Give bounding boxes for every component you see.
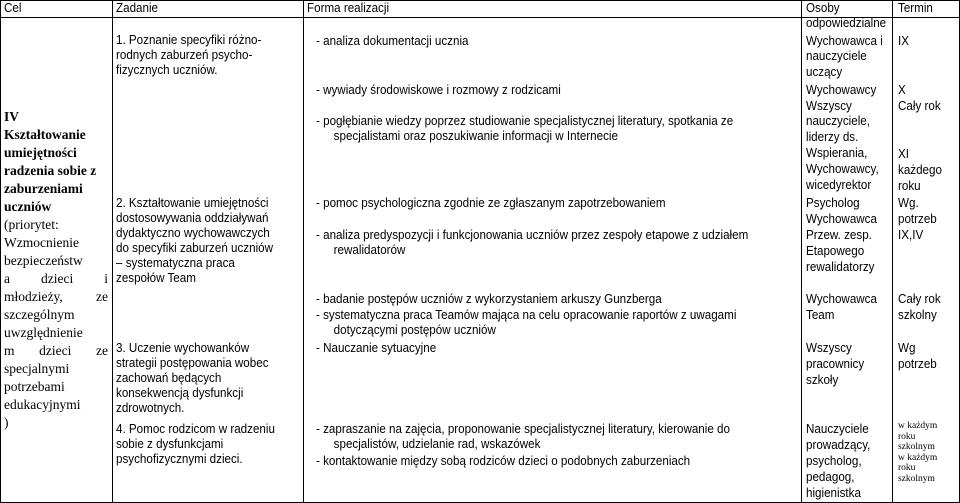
person-line: Wszyscy: [806, 99, 852, 113]
task-2-line: zespołów Team: [116, 271, 196, 285]
person-line: psycholog,: [806, 454, 862, 468]
task-1-line: 1. Poznanie specyfiki różno-: [116, 33, 262, 47]
table-border-col3: [801, 0, 802, 503]
form-item-line: specjalistami oraz poszukiwanie informacji w Internecie: [333, 129, 618, 143]
term-line: IX,IV: [898, 228, 924, 242]
table-border-col1: [112, 0, 113, 503]
goal-line: ): [4, 415, 9, 430]
person-line: higienistka: [806, 486, 861, 500]
term-line: roku: [898, 179, 921, 193]
form-item: - badanie postępów uczniów z wykorzystaniem arkuszy Gunzberga: [316, 292, 662, 306]
term-line: Cały rok: [898, 292, 941, 306]
task-3-line: strategii postępowania wobec: [116, 356, 269, 370]
goal-line: specjalnymi: [4, 361, 70, 376]
goal-line: a dzieci i: [4, 271, 108, 286]
person-line: Wszyscy: [806, 341, 852, 355]
person-line: nauczyciele,: [806, 114, 870, 128]
goal-line: uwzględnienie: [4, 325, 83, 340]
term-line: potrzeb: [898, 212, 937, 226]
goal-line: młodzieży, ze: [4, 289, 108, 304]
term-line: szkolny: [898, 308, 937, 322]
header-osoby-line: Osoby: [806, 1, 840, 15]
form-item-line: specjalistów, udzielanie rad, wskazówek: [333, 437, 541, 451]
term-cell: X: [898, 83, 906, 97]
term-line: Wg.: [898, 196, 919, 210]
person-line: Nauczyciele: [806, 422, 869, 436]
header-osoby-line: odpowiedzialne: [806, 16, 887, 30]
term-line: szkolnym: [898, 473, 935, 484]
goal-line: bezpieczeństw: [4, 253, 83, 268]
goal-line: umiejętności: [4, 145, 77, 160]
goal-line: uczniów: [4, 199, 52, 214]
person-line: prowadzący,: [806, 438, 871, 452]
term-line: roku: [898, 431, 916, 442]
term-line: w każdym: [898, 421, 938, 431]
goal-line: Kształtowanie: [4, 127, 86, 142]
person-line: Wspierania,: [806, 146, 868, 160]
goal-line: m dzieci ze: [4, 343, 108, 358]
goal-line: zaburzeniami: [4, 181, 83, 196]
term-line: potrzeb: [898, 357, 937, 371]
form-item: - analiza dokumentacji ucznia: [316, 34, 469, 48]
term-line: Wg: [898, 341, 916, 355]
goal-line: radzenia sobie z: [4, 163, 97, 178]
term-line: każdego: [898, 163, 942, 177]
person-line: uczący: [806, 65, 843, 79]
term-line: roku: [898, 463, 916, 473]
term-line: szkolnym: [898, 442, 935, 452]
task-2-line: dostosowywania oddziaływań: [116, 211, 269, 225]
task-3-line: zdrowotnych.: [116, 401, 185, 415]
task-3-line: 3. Uczenie wychowanków: [116, 341, 250, 355]
goal-line: IV: [4, 109, 20, 124]
person-line: szkoły: [806, 373, 839, 387]
header-termin: Termin: [898, 1, 933, 15]
task-4-line: sobie z dysfunkcjami: [116, 437, 224, 451]
term-cell: IX: [898, 34, 909, 48]
term-line: XI: [898, 147, 909, 161]
header-cel: Cel: [4, 1, 22, 15]
person-line: Wychowawcy,: [806, 162, 879, 176]
goal-line: (priorytet:: [4, 217, 59, 232]
task-3-line: zachowań będących: [116, 371, 222, 385]
form-item: - wywiady środowiskowe i rozmowy z rodzicami: [316, 83, 561, 97]
task-4-line: 4. Pomoc rodzicom w radzeniu: [116, 422, 275, 436]
person-line: pedagog,: [806, 470, 855, 484]
form-item-line: dotyczącymi postępów uczniów: [333, 323, 496, 337]
header-zadanie: Zadanie: [116, 1, 159, 15]
person-line: rewalidatorzy: [806, 260, 875, 274]
person-line: liderzy ds.: [806, 130, 859, 144]
form-item-line: rewalidatorów: [333, 243, 406, 257]
table-border-col4: [892, 0, 893, 503]
goal-line: Wzmocnienie: [4, 235, 79, 250]
form-item-line: - systematyczna praca Teamów mająca na celu opracowanie raportów z uwagami: [316, 308, 737, 322]
form-item: - Nauczanie sytuacyjne: [316, 341, 437, 355]
task-4-line: psychofizycznymi dzieci.: [116, 452, 243, 466]
term-cell: [898, 421, 937, 484]
term-line: w każdym: [898, 452, 938, 463]
goal-cell: [4, 108, 108, 432]
person-line: Przew. zesp.: [806, 228, 872, 242]
form-item-line: - pogłębianie wiedzy poprzez studiowanie specjalistycznej literatury, spotkania ze: [316, 114, 734, 128]
task-1-line: rodnych zaburzeń psycho-: [116, 48, 253, 62]
person-line: wicedyrektor: [806, 178, 872, 192]
form-item-line: - analiza predyspozycji i funkcjonowania uczniów przez zespoły etapowe z udziałem: [316, 228, 749, 242]
person-line: Psycholog: [806, 196, 860, 210]
person-line: Team: [806, 308, 835, 322]
person-line: pracownicy: [806, 357, 865, 371]
table-border-col2: [303, 0, 304, 503]
person-line: Wychowawca: [806, 292, 877, 306]
person-line: Wychowawca: [806, 212, 877, 226]
task-2-line: 2. Kształtowanie umiejętności: [116, 196, 269, 210]
task-3-line: konsekwencją dysfunkcji: [116, 386, 244, 400]
persons-cell: Wychowawcy: [806, 83, 877, 97]
header-forma-realizacji: Forma realizacji: [307, 1, 390, 15]
form-item: - pomoc psychologiczna zgodnie ze zgłaszanym zapotrzebowaniem: [316, 196, 666, 210]
person-line: nauczyciele: [806, 49, 867, 63]
goal-line: edukacyjnymi: [4, 397, 81, 412]
table-border-left: [0, 0, 1, 503]
person-line: Etapowego: [806, 244, 865, 258]
form-item-line: - zapraszanie na zajęcia, proponowanie specjalistycznej literatury, kierowanie do: [316, 422, 730, 436]
task-1-line: fizycznych uczniów.: [116, 63, 218, 77]
form-item: - kontaktowanie między sobą rodziców dzieci o podobnych zaburzeniach: [316, 454, 691, 468]
person-line: Wychowawca i: [806, 34, 883, 48]
task-2-line: dydaktyczno wychowawczych: [116, 226, 270, 240]
task-2-line: – systematyczna praca: [116, 256, 235, 270]
term-cell: Cały rok: [898, 99, 941, 113]
goal-line: potrzebami: [4, 379, 65, 394]
goal-line: szczególnym: [4, 307, 75, 322]
task-2-line: do specyfiki zaburzeń uczniów: [116, 241, 274, 255]
